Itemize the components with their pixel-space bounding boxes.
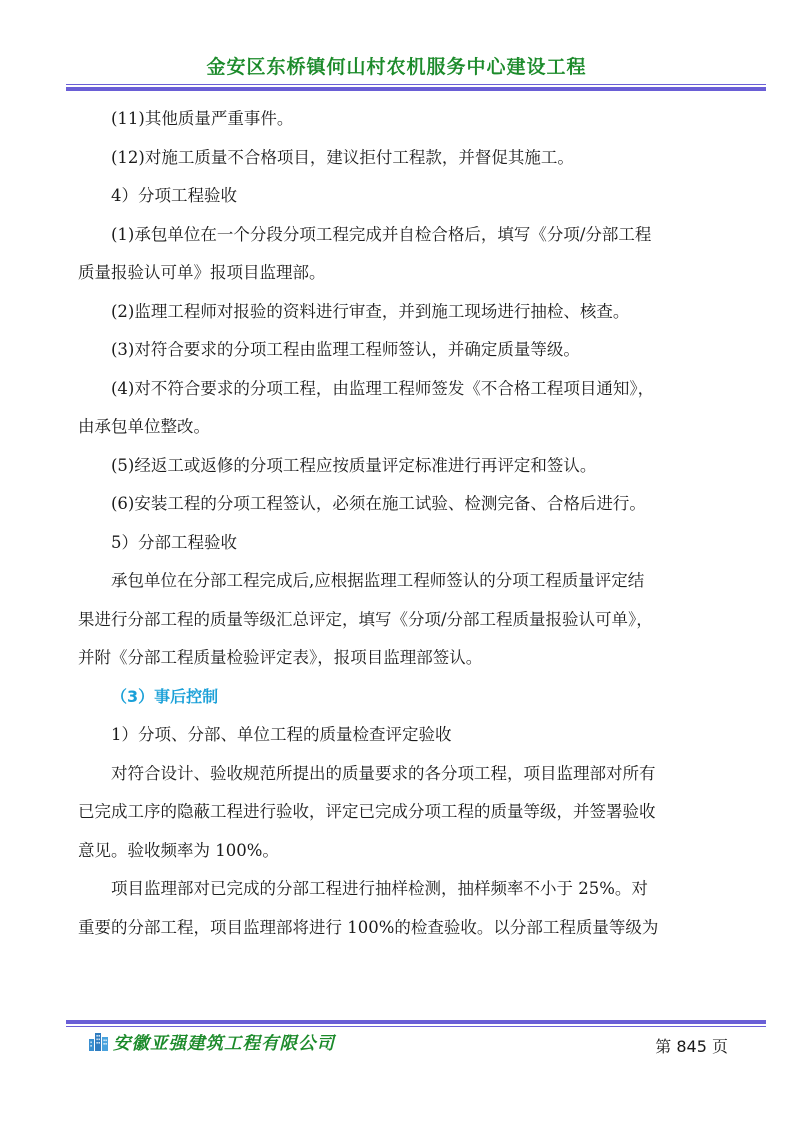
header-rule-thick bbox=[66, 87, 766, 91]
footer-rule-thin bbox=[66, 1026, 766, 1027]
building-icon bbox=[88, 1031, 110, 1055]
paragraph: 项目监理部对已完成的分部工程进行抽样检测，抽样频率不小于 25%。对 bbox=[111, 879, 648, 898]
header-rule-thin bbox=[66, 84, 766, 85]
subsection-heading: 5）分部工程验收 bbox=[111, 532, 237, 552]
page-number: 第 845 页 bbox=[655, 1037, 728, 1056]
paragraph-continuation: 质量报验认可单》报项目监理部。 bbox=[78, 263, 326, 282]
paragraph: 对符合设计、验收规范所提出的质量要求的各分项工程，项目监理部对所有 bbox=[111, 763, 656, 783]
paragraph-continuation: 果进行分部工程的质量等级汇总评定，填写《分项/分部工程质量报验认可单》， bbox=[78, 609, 653, 629]
paragraph: (1)承包单位在一个分段分项工程完成并自检合格后，填写《分项/分部工程 bbox=[111, 224, 652, 244]
subsection-heading: 4）分项工程验收 bbox=[111, 186, 237, 205]
paragraph-continuation: 意见。验收频率为 100%。 bbox=[78, 840, 279, 860]
paragraph: (12)对施工质量不合格项目，建议拒付工程款，并督促其施工。 bbox=[111, 147, 574, 167]
section-heading: （3）事后控制 bbox=[111, 686, 219, 706]
paragraph: (2)监理工程师对报验的资料进行审查，并到施工现场进行抽检、核查。 bbox=[111, 301, 630, 321]
paragraph: (3)对符合要求的分项工程由监理工程师签认，并确定质量等级。 bbox=[111, 340, 580, 359]
company-block bbox=[88, 1030, 335, 1055]
footer-rule-thick bbox=[66, 1020, 766, 1024]
paragraph-continuation: 重要的分部工程，项目监理部将进行 100%的检查验收。以分部工程质量等级为 bbox=[78, 917, 659, 937]
company-name: 安徽亚强建筑工程有限公司 bbox=[113, 1034, 335, 1054]
paragraph: 承包单位在分部工程完成后,应根据监理工程师签认的分项工程质量评定结 bbox=[111, 571, 645, 590]
paragraph-continuation: 已完成工序的隐蔽工程进行验收，评定已完成分项工程的质量等级，并签署验收 bbox=[78, 802, 656, 821]
paragraph: (5)经返工或返修的分项工程应按质量评定标准进行再评定和签认。 bbox=[111, 455, 597, 475]
paragraph: (4)对不符合要求的分项工程，由监理工程师签发《不合格工程项目通知》， bbox=[111, 378, 655, 398]
paragraph-continuation: 并附《分部工程质量检验评定表》，报项目监理部签认。 bbox=[78, 648, 483, 667]
subsection-heading: 1）分项、分部、单位工程的质量检查评定验收 bbox=[111, 725, 452, 744]
paragraph-continuation: 由承包单位整改。 bbox=[78, 417, 210, 436]
document-title: 金安区东桥镇何山村农机服务中心建设工程 bbox=[206, 56, 587, 78]
document-body bbox=[78, 100, 734, 947]
paragraph: (6)安装工程的分项工程签认，必须在施工试验、检测完备、合格后进行。 bbox=[111, 494, 646, 513]
paragraph: (11)其他质量严重事件。 bbox=[111, 109, 294, 128]
